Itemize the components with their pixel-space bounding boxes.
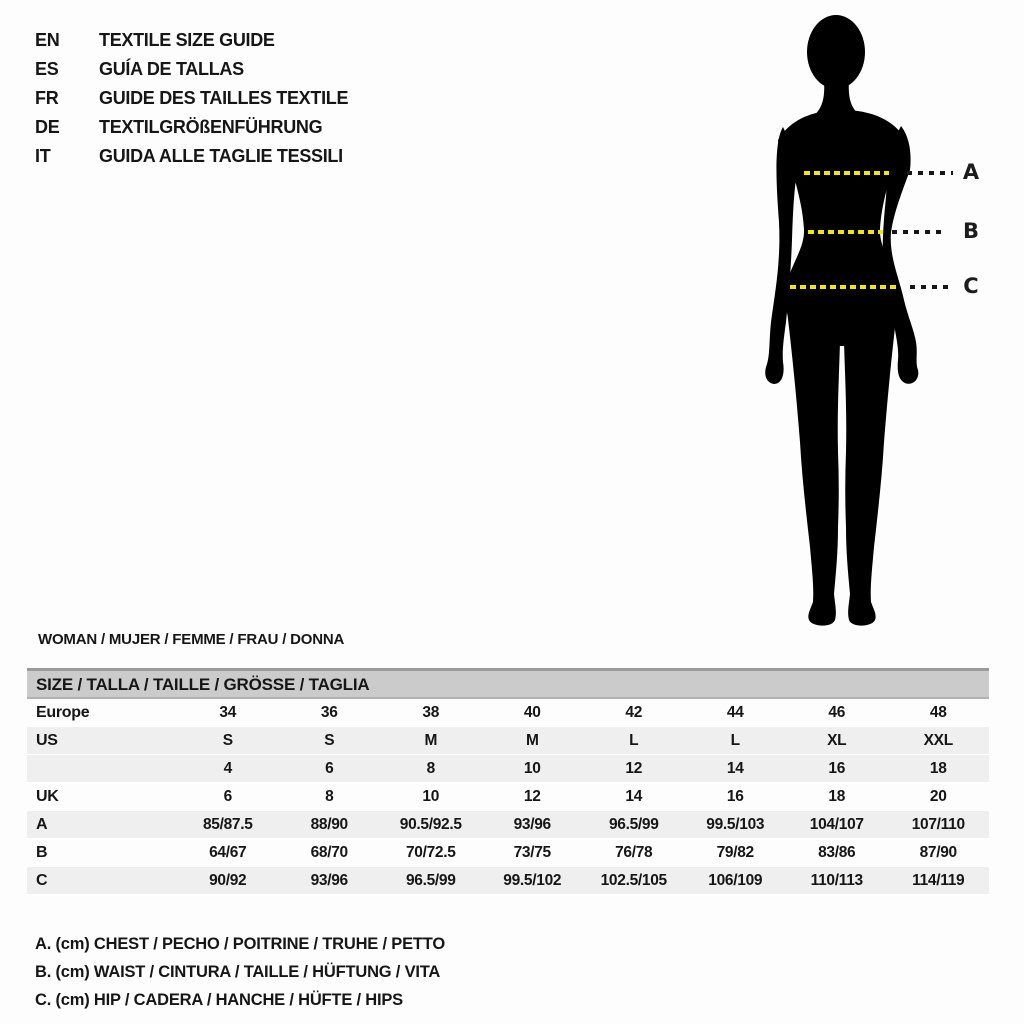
row-label: B (36, 844, 48, 861)
size-value: 44 (726, 704, 744, 721)
hip-leader-line (910, 285, 948, 289)
language-code: ES (35, 59, 59, 79)
waist-measure-line (808, 230, 883, 234)
size-value: M (525, 732, 539, 749)
size-value: 90.5/92.5 (399, 816, 462, 833)
measurement-legend (35, 930, 445, 1014)
row-label: US (36, 732, 58, 749)
legend-waist: B. (cm) WAIST / CINTURA / TAILLE / HÜFTUNG / VITA (35, 963, 441, 981)
size-value: 99.5/103 (706, 816, 765, 833)
size-value: 106/109 (708, 872, 763, 889)
size-value: 48 (929, 704, 947, 721)
size-value: 16 (828, 760, 846, 777)
legend-chest: A. (cm) CHEST / PECHO / POITRINE / TRUHE / PETTO (35, 935, 445, 953)
hip-measure-line (790, 285, 896, 289)
table-row (27, 755, 989, 783)
size-value: 34 (219, 704, 237, 721)
size-value: 114/119 (912, 872, 965, 889)
size-value: 73/75 (513, 844, 551, 861)
size-value: 36 (320, 704, 338, 721)
size-value: 46 (828, 704, 846, 721)
table-row (27, 699, 989, 727)
chest-measure-line (804, 171, 889, 175)
size-value: 14 (726, 760, 744, 777)
size-value: S (222, 732, 233, 749)
size-value: 10 (422, 788, 440, 805)
size-value: 83/86 (818, 844, 856, 861)
table-row (27, 783, 989, 811)
row-label: A (36, 816, 48, 833)
table-row (27, 867, 989, 895)
size-value: 8 (325, 788, 334, 805)
size-value: 4 (223, 760, 232, 777)
size-table (27, 668, 989, 895)
size-value: L (629, 732, 639, 749)
size-value: 79/82 (716, 844, 754, 861)
row-label: C (36, 872, 48, 889)
measurement-figure (752, 12, 1024, 637)
language-title-list (35, 26, 348, 171)
language-row (35, 113, 348, 142)
table-row (27, 811, 989, 839)
size-value: 14 (625, 788, 643, 805)
size-value: M (424, 732, 438, 749)
size-value: 42 (625, 704, 643, 721)
language-row (35, 142, 348, 171)
size-value: 85/87.5 (202, 816, 253, 833)
row-label (27, 755, 177, 782)
size-value: XL (827, 732, 847, 749)
guide-title: GUIDE DES TAILLES TEXTILE (99, 88, 349, 108)
language-row (35, 26, 348, 55)
size-value: 38 (422, 704, 440, 721)
size-value: 96.5/99 (405, 872, 456, 889)
size-value: 76/78 (615, 844, 653, 861)
size-value: 93/96 (513, 816, 551, 833)
size-value: 40 (523, 704, 541, 721)
size-value: 6 (325, 760, 334, 777)
language-code: IT (35, 146, 51, 166)
guide-title: GUIDA ALLE TAGLIE TESSILI (99, 146, 343, 166)
size-value: 12 (625, 760, 643, 777)
language-code: DE (35, 117, 60, 137)
size-value: 10 (523, 760, 541, 777)
size-value: L (730, 732, 740, 749)
size-value: 87/90 (919, 844, 957, 861)
size-value: S (324, 732, 335, 749)
size-value: 99.5/102 (503, 872, 562, 889)
guide-title: TEXTILE SIZE GUIDE (99, 30, 275, 50)
chest-leader-line (907, 171, 953, 175)
size-value: 8 (426, 760, 435, 777)
row-label: Europe (36, 704, 90, 721)
size-value: 104/107 (809, 816, 864, 833)
size-table-header: SIZE / TALLA / TAILLE / GRÖSSE / TAGLIA (27, 668, 989, 699)
size-value: 18 (828, 788, 846, 805)
size-value: 96.5/99 (608, 816, 659, 833)
size-value: 102.5/105 (600, 872, 667, 889)
row-label: UK (36, 788, 59, 805)
size-value: 16 (726, 788, 744, 805)
size-value: 68/70 (310, 844, 348, 861)
woman-silhouette-image (752, 12, 972, 630)
language-row (35, 55, 348, 84)
size-value: 20 (929, 788, 947, 805)
size-value: 12 (523, 788, 541, 805)
language-code: FR (35, 88, 59, 108)
size-value: 93/96 (310, 872, 348, 889)
size-value: XXL (923, 732, 953, 749)
table-row (27, 839, 989, 867)
guide-title: TEXTILGRÖßENFÜHRUNG (99, 117, 323, 137)
guide-title: GUÍA DE TALLAS (99, 59, 244, 79)
language-code: EN (35, 30, 60, 50)
size-value: 70/72.5 (405, 844, 456, 861)
language-row (35, 84, 348, 113)
legend-hip: C. (cm) HIP / CADERA / HANCHE / HÜFTE / HIPS (35, 991, 403, 1009)
size-table-body (27, 699, 989, 895)
size-value: 107/110 (911, 816, 965, 833)
gender-section-title: WOMAN / MUJER / FEMME / FRAU / DONNA (38, 631, 345, 648)
size-value: 110/113 (810, 872, 863, 889)
waist-leader-line (892, 230, 944, 234)
marker-label-c: C (963, 274, 979, 298)
size-value: 88/90 (310, 816, 348, 833)
size-value: 64/67 (209, 844, 247, 861)
size-value: 18 (929, 760, 947, 777)
size-value: 6 (223, 788, 232, 805)
marker-label-a: A (962, 160, 980, 184)
marker-label-b: B (962, 219, 979, 243)
size-value: 90/92 (209, 872, 247, 889)
table-row (27, 727, 989, 755)
